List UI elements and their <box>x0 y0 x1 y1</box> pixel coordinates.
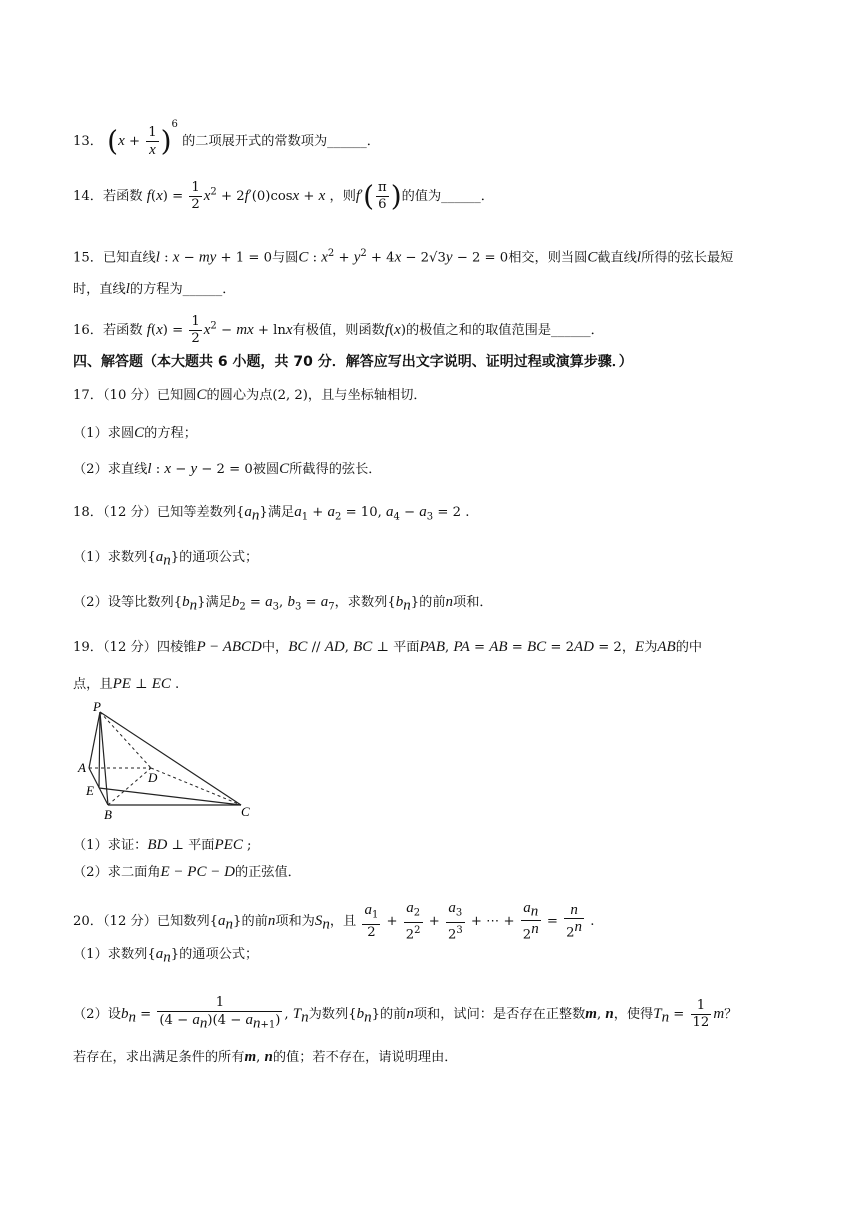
pyramid-figure <box>76 700 266 825</box>
question-17-part-1: （1）求圆C的方程； <box>73 425 197 441</box>
question-20: 20．（12 分）已知数列$\{a_n\}$的前n项和为$S_n$，且 $\frac{a_1}{2}$ + $\frac{a_2}{2^2}$ + $\frac{a_3}{2^3}$ + ⋯ + $\frac{a_n}{2^n}$ = $\frac{n}{2^n}$ . <box>73 900 595 943</box>
question-17-part-2: （2）求直线l : x − y − 2 = 0被圆C所截得的弦长． <box>73 461 382 477</box>
section-heading: 四、解答题（本大题共 6 小题，共 70 分．解答应写出文字说明、证明过程或演算步骤．） <box>73 354 633 370</box>
question-18-part-2: （2）设等比数列$\{b_n\}$满足$b_2 = a_3$, $b_3 = a_7$，求数列$\{b_n\}$的前n项和． <box>73 594 493 614</box>
vertex-label-e: E <box>86 783 94 798</box>
question-18: 18．（12 分）已知等差数列$\{a_n\}$满足$a_1 + a_2 = 10$, $a_4 - a_3 = 2$ . <box>73 504 470 524</box>
question-19-line-2: 点，且PE ⊥ EC . <box>73 676 180 692</box>
vertex-label-c: C <box>241 804 250 819</box>
question-13: 13． (x + $\frac{1}{x}$ )$^6$ 的二项展开式的常数项为______． <box>73 119 380 158</box>
question-20-line-3: 若存在，求出满足条件的所有m, n的值；若不存在，请说明理由． <box>73 1049 458 1065</box>
vertex-label-a: A <box>78 760 86 775</box>
vertex-label-d: D <box>148 770 158 785</box>
question-15-line-2: 时，直线l的方程为______． <box>73 281 236 297</box>
vertex-label-p: P <box>93 700 101 714</box>
question-15-line-1: 15．已知直线l : x − my + 1 = 0与圆C : $x^2 + y^2 + 4x - 2√3y - 2 = 0$相交，则当圆C截直线l所得的弦长最短 <box>73 248 734 266</box>
question-17: 17．（10 分）已知圆C的圆心为点(2, 2)，且与坐标轴相切． <box>73 387 427 403</box>
question-16: 16．若函数 f(x) = $\frac{1}{2}$ $x^2$ − mx + lnx有极值，则函数f(x)的极值之和的取值范围是______． <box>73 314 604 346</box>
question-20-part-2: （2）设$b_n$ = $\frac{1}{(4 - a_n)(4 - a_{n+1})}$ , $T_n$为数列$\{b_n\}$的前n项和，试问：是否存在正整数m, n，使得$T_n$ = $\frac{1}{12}$ m？ <box>73 995 738 1032</box>
question-14: 14．若函数 f(x) = $\frac{1}{2}$ $x^2 + 2f'(0)\cos x + x$ ，则f′( $\frac{\pi}{6}$ )的值为______． <box>73 179 494 213</box>
question-20-part-1: （1）求数列$\{a_n\}$的通项公式； <box>73 946 259 966</box>
vertex-label-b: B <box>104 807 112 822</box>
question-19: 19．（12 分）四棱锥P − ABCD中，BC // AD, BC ⊥ 平面PAB, PA = AB = BC = 2AD = 2，E为AB的中 <box>73 639 703 655</box>
question-18-part-1: （1）求数列$\{a_n\}$的通项公式； <box>73 549 259 569</box>
question-19-part-1: （1）求证：BD ⊥ 平面PEC ; <box>73 837 252 853</box>
question-19-part-2: （2）求二面角E − PC − D的正弦值． <box>73 864 301 880</box>
